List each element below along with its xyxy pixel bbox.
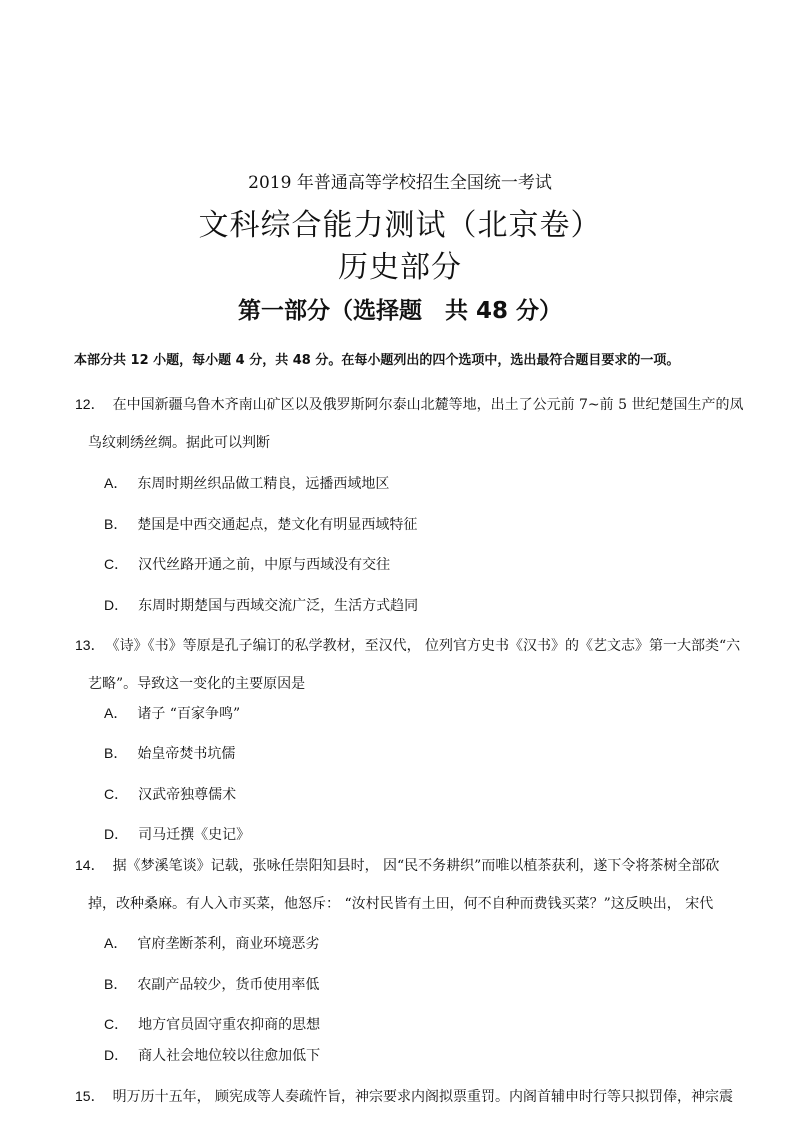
question-14-option-d xyxy=(104,1045,320,1065)
question-15-stem xyxy=(75,1086,733,1106)
option-text: 诸子 “百家争鸣” xyxy=(137,706,241,722)
option-label: C． xyxy=(104,786,129,802)
question-12-stem-cont: 鸟纹刺绣丝绸。据此可以判断 xyxy=(88,435,270,451)
question-12-option-a xyxy=(104,473,389,493)
option-text: 农副产品较少，货币使用率低 xyxy=(137,977,320,993)
part-title: 第一部分（选择题 共 48 分） xyxy=(237,298,563,324)
question-number: 12． xyxy=(75,396,105,412)
question-number: 13． xyxy=(75,637,105,653)
question-13-stem-cont: 艺略”。导致这一变化的主要原因是 xyxy=(88,676,306,692)
option-text: 汉代丝路开通之前，中原与西域没有交往 xyxy=(138,557,391,573)
option-text: 商人社会地位较以往愈加低下 xyxy=(138,1048,321,1064)
instructions: 本部分共 12 小题，每小题 4 分，共 48 分。在每小题列出的四个选项中，选出最符合题目要求的一项。 xyxy=(74,353,680,368)
option-text: 东周时期楚国与西域交流广泛，生活方式趋同 xyxy=(138,598,419,614)
option-label: A． xyxy=(104,705,128,721)
question-12-stem xyxy=(75,394,743,414)
option-text: 地方官员固守重农抑商的思想 xyxy=(138,1017,321,1033)
question-14-option-a xyxy=(104,933,319,953)
question-14-option-c xyxy=(104,1014,320,1034)
option-label: D． xyxy=(104,597,129,613)
question-text: 据《梦溪笔谈》记载，张咏任崇阳知县时， 因“民不务耕织”而唯以植茶获利，遂下令将茶树全部砍 xyxy=(112,858,720,874)
option-text: 始皇帝焚书坑儒 xyxy=(137,746,236,762)
option-text: 楚国是中西交通起点，楚文化有明显西域特征 xyxy=(137,517,418,533)
option-label: B． xyxy=(104,516,128,532)
question-text: 《诗》《书》等原是孔子编订的私学教材，至汉代， 位列官方史书《汉书》的《艺文志》第一大部类“六 xyxy=(112,638,741,654)
question-text: 明万历十五年， 顾宪成等人奏疏忤旨，神宗要求内阁拟票重罚。内阁首辅申时行等只拟罚俸，神宗震 xyxy=(112,1089,734,1105)
question-13-option-d xyxy=(104,824,250,844)
question-12-option-c xyxy=(104,554,390,574)
question-13-stem xyxy=(75,635,740,655)
option-label: B． xyxy=(104,976,128,992)
question-14-option-b xyxy=(104,974,319,994)
question-13-option-a xyxy=(104,703,240,723)
question-13-option-c xyxy=(104,784,236,804)
option-label: D． xyxy=(104,826,129,842)
option-label: B． xyxy=(104,745,128,761)
question-12-option-b xyxy=(104,514,417,534)
option-text: 汉武帝独尊儒术 xyxy=(138,787,237,803)
option-label: A． xyxy=(104,475,128,491)
question-14-stem-cont: 掉，改种桑麻。有人入市买菜，他怒斥： “汝村民皆有土田，何不自种而费钱买菜？”这反映出， 宋代 xyxy=(88,896,714,912)
question-14-stem xyxy=(75,855,719,875)
option-text: 官府垄断茶利，商业环境恶劣 xyxy=(137,936,320,952)
option-text: 司马迁撰《史记》 xyxy=(138,827,251,843)
question-13-option-b xyxy=(104,743,235,763)
paper-title: 文科综合能力测试（北京卷） xyxy=(198,208,602,243)
question-number: 15． xyxy=(75,1088,105,1104)
option-text: 东周时期丝织品做工精良，远播西域地区 xyxy=(137,476,390,492)
option-label: A． xyxy=(104,935,128,951)
exam-title: 2019 年普通高等学校招生全国统一考试 xyxy=(248,173,552,193)
question-12-option-d xyxy=(104,595,418,615)
question-number: 14． xyxy=(75,857,105,873)
question-text: 在中国新疆乌鲁木齐南山矿区以及俄罗斯阿尔泰山北麓等地，出土了公元前 7~前 5 世纪楚国生产的凤 xyxy=(112,397,744,413)
option-label: D． xyxy=(104,1047,129,1063)
option-label: C． xyxy=(104,1016,129,1032)
option-label: C． xyxy=(104,556,129,572)
subject-title: 历史部分 xyxy=(338,250,462,285)
